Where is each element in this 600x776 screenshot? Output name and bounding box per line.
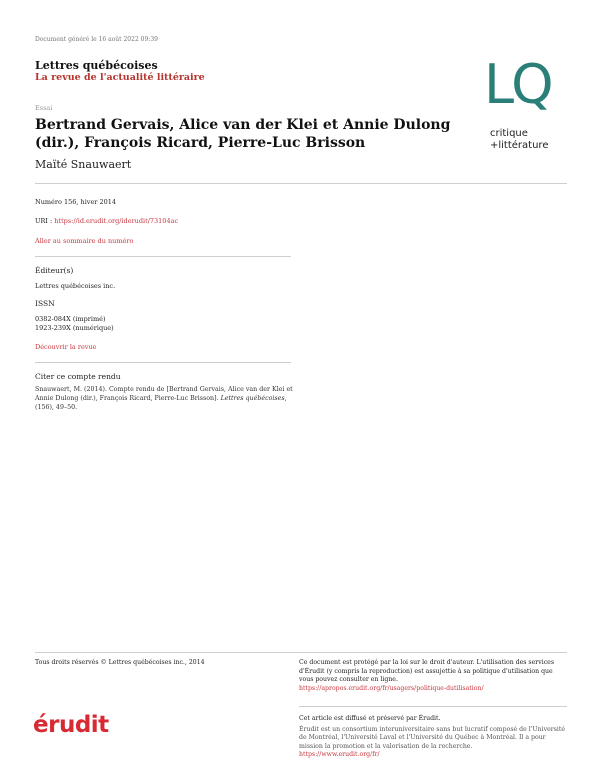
article-type: Essai (35, 104, 53, 112)
generated-date: Document généré le 16 août 2022 09:39 (35, 36, 158, 43)
journal-subtitle: La revue de l'actualité littéraire (35, 72, 205, 83)
divider (299, 706, 567, 707)
issn-label: ISSN (35, 299, 55, 308)
citation-rest: , (156), 49–50. (35, 395, 287, 411)
article-author: Maïté Snauwaert (35, 158, 132, 171)
uri-link[interactable]: https://id.erudit.org/iderudit/73104ac (54, 217, 179, 225)
lq-logo (484, 53, 564, 153)
publisher-label: Éditeur(s) (35, 266, 74, 275)
consortium-text: Érudit est un consortium interuniversitaire sans but lucratif composé de l'Université de Montréal, l'Université Laval et l'Université du Québec à Montréal. Il a pour mission la promotion et la valorisation de la recherche. (299, 725, 566, 750)
legal-text: Ce document est protégé par la loi sur le droit d'auteur. L'utilisation des services d'Érudit (y compris la reproduction) est assujettie à sa politique d'utilisation que vous pouvez consulter en ligne. (299, 659, 555, 683)
issue-number: Numéro 156, hiver 2014 (35, 198, 117, 206)
policy-link[interactable]: https://apropos.erudit.org/fr/usagers/politique-dutilisation/ (299, 684, 484, 692)
issn-digital: 1923-239X (numérique) (35, 324, 114, 332)
journal-title: Lettres québécoises (35, 59, 158, 72)
divider (35, 362, 291, 363)
lq-logo-letters: LQ (484, 53, 551, 116)
publisher-name: Lettres québécoises inc. (35, 282, 116, 290)
erudit-notice (299, 715, 567, 760)
divider (35, 183, 567, 184)
citation-journal: Lettres québécoises (220, 395, 285, 402)
uri-label: URI : (35, 217, 55, 225)
legal-notice (299, 659, 567, 693)
citation-text: Snauwaert, M. (2014). Compte rendu de [Bertrand Gervais, Alice van der Klei et Annie Dulong (dir.), François Ricard, Pierre-Luc Brisson]. (35, 386, 293, 402)
citation (35, 385, 297, 412)
divider (35, 256, 291, 257)
diffused-text: Cet article est diffusé et préservé par Érudit. (299, 715, 441, 722)
erudit-logo: érudit (33, 712, 109, 738)
divider (35, 652, 567, 653)
erudit-link[interactable]: https://www.erudit.org/fr/ (299, 751, 380, 758)
summary-link[interactable]: Aller au sommaire du numéro (35, 237, 134, 245)
rights-notice: Tous droits réservés © Lettres québécoises inc., 2014 (35, 659, 205, 666)
issn-print: 0382-084X (imprimé) (35, 315, 106, 323)
lq-logo-line1: critique (490, 128, 528, 139)
cite-label: Citer ce compte rendu (35, 372, 121, 381)
uri-line (35, 217, 178, 225)
lq-logo-line2: +littérature (490, 140, 549, 151)
article-title: Bertrand Gervais, Alice van der Klei et Annie Dulong (dir.), François Ricard, Pierre-Luc Brisson (35, 117, 451, 151)
discover-link[interactable]: Découvrir la revue (35, 343, 97, 351)
